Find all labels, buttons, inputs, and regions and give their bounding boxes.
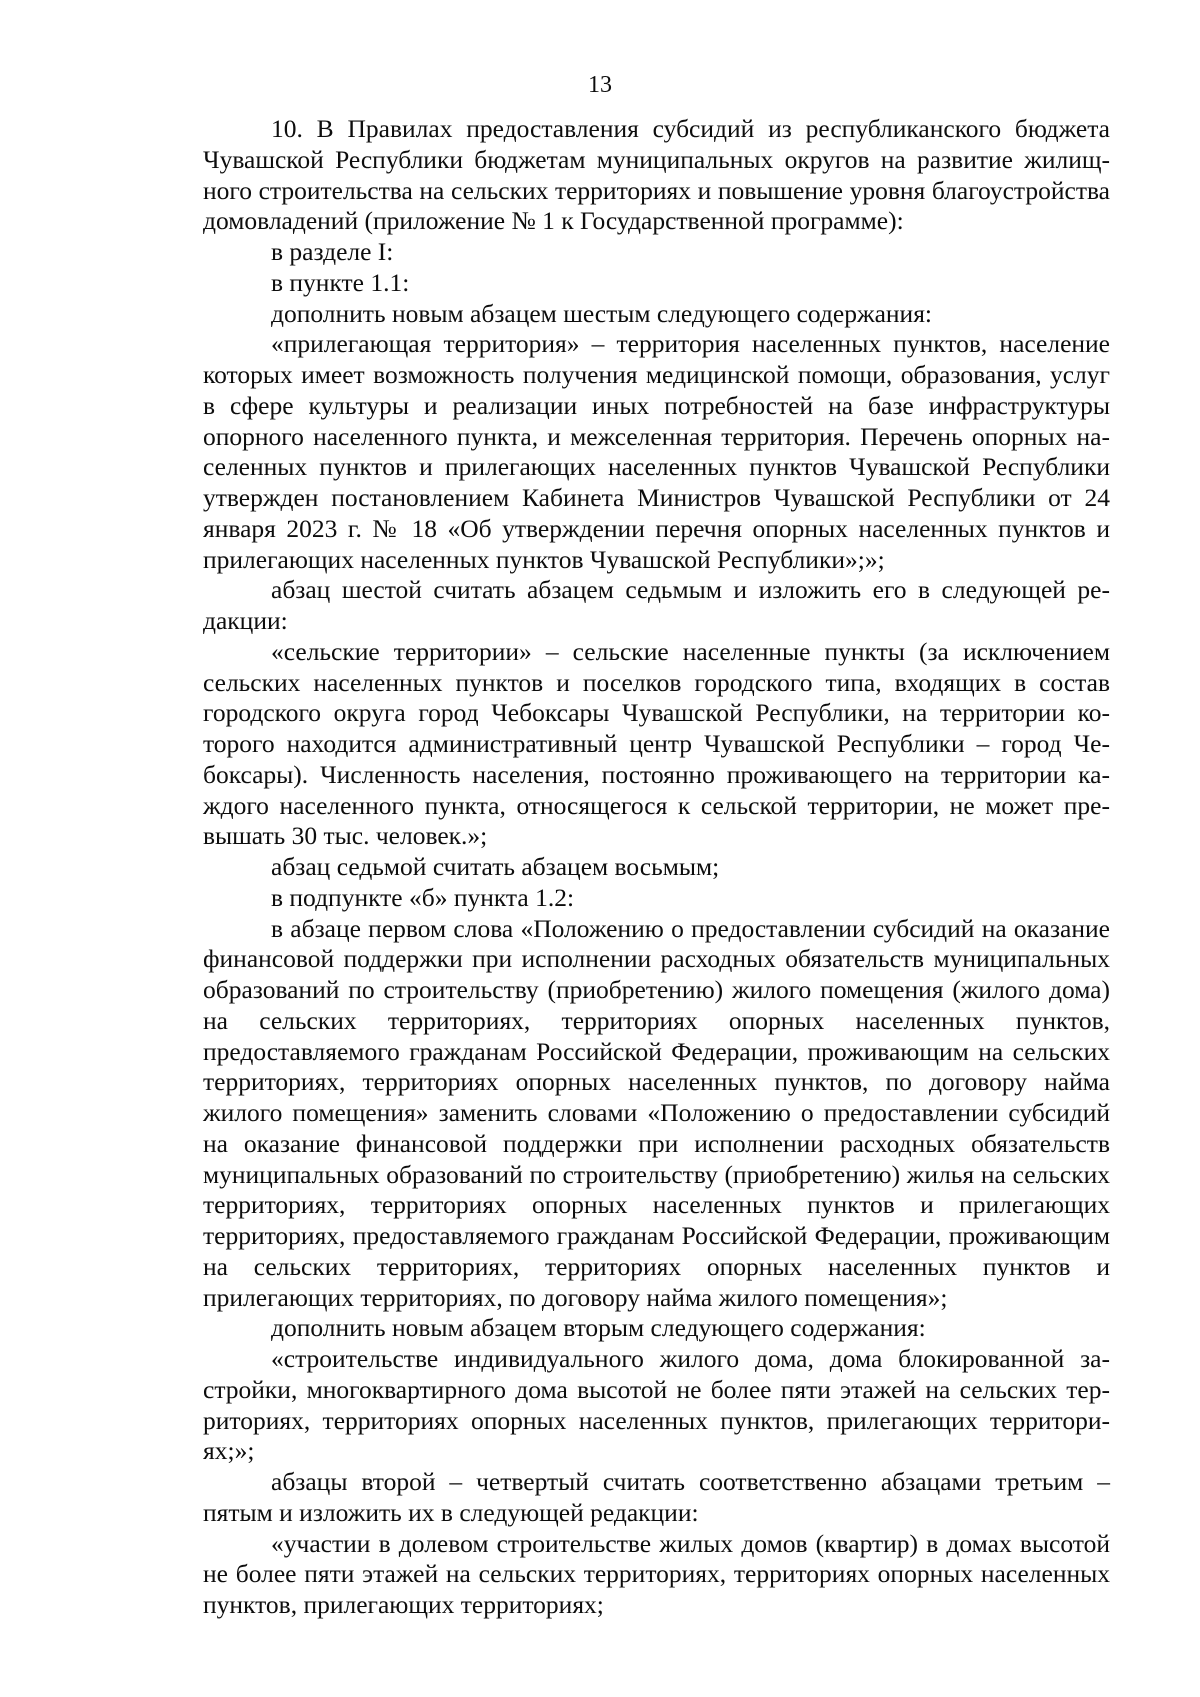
paragraph-first-words: в абзаце первом слова «Положению о предоставлении субсидий на оказание финансовой поддержки при исполнении расходных обязательств муниципальных образований по строительству (приобретению) жилого помещения (жилого дома) на сельских территориях, территориях опорных населенных пунктов, предоставляемого гражданам Российской Федерации, проживающим на сельских территориях, территориях опорных населенных пунктов, по договору найма жилого помещения» заменить словами «Положению о предоставлении субсидий на оказание финансовой поддержки при исполнении расходных обязательств муниципальных образований по строительству (приобретению) жилья на сельских территориях, территориях опорных населенных пунктов и прилегающих территориях, предоставляемого гражданам Российской Федерации, проживающим на сельских территориях, территориях опорных населенных пунктов и прилегающих территориях, по договору найма жилого помещения»; — [203, 913, 1110, 1312]
paragraph-section-i: в разделе I: — [271, 237, 394, 266]
paragraph-second-fourth: абзацы второй – четвертый считать соответственно абзацами третьим – пятым и изложить их в следующей редакции: — [203, 1467, 1110, 1527]
paragraph-add-sixth: дополнить новым абзацем шестым следующего содержания: — [271, 298, 933, 328]
paragraph-shared-construction: «участии в долевом строительстве жилых домов (квартир) в домах высотой не более пяти этажей на сельских территориях, территориях опорных населенных пунктов, прилегающих территориях; — [203, 1528, 1110, 1619]
paragraph-item-10: 10. В Правилах предоставления субсидий из республиканского бюджета Чувашской Республики бюджетам муниципальных округов на развитие жилищного строительства на сельских территориях и повышение уровня благоустройства домовладений (приложение № 1 к Государственной программе): — [203, 114, 1110, 236]
paragraph-subpoint-b: в подпункте «б» пункта 1.2: — [271, 882, 575, 912]
paragraph-add-second: дополнить новым абзацем вторым следующего содержания: — [271, 1313, 926, 1343]
document-body — [203, 114, 1110, 1621]
page-number: 13 — [588, 72, 612, 98]
paragraph-point-1-1: в пункте 1.1: — [271, 267, 410, 297]
paragraph-adjacent-territory: «прилегающая территория» – территория населенных пунктов, население которых имеет возможность получения медицинской помощи, образования, услуг в сфере культуры и реализации иных потребностей на базе инфраструктуры опорного населенного пункта, и межселенная территория. Перечень опорных населенных пунктов и прилегающих населенных пунктов Чувашской Республики утвержден постановлением Кабинета Министров Чувашской Республики от 24 января 2023 г. № 18 «Об утверждении перечня опорных населенных пунктов и прилегающих населенных пунктов Чувашской Республики»;»; — [203, 329, 1110, 574]
paragraph-sixth-to-seventh: абзац шестой считать абзацем седьмым и изложить его в следующей редакции: — [203, 575, 1110, 635]
paragraph-construction: «строительстве индивидуального жилого дома, дома блокированной застройки, многоквартирного дома высотой не более пяти этажей на сельских территориях, территориях опорных населенных пунктов, прилегающих территориях;»; — [203, 1344, 1110, 1466]
paragraph-seventh-to-eighth: абзац седьмой считать абзацем восьмым; — [271, 852, 720, 881]
paragraph-rural-territories: «сельские территории» – сельские населенные пункты (за исключением сельских населенных пунктов и поселков городского типа, входящих в состав городского округа город Чебоксары Чувашской Республики, на территории которого находится административный центр Чувашской Республики – город Чебоксары). Численность населения, постоянно проживающего на территории каждого населенного пункта, относящегося к сельской территории, не может превышать 30 тыс. человек.»; — [203, 636, 1110, 851]
